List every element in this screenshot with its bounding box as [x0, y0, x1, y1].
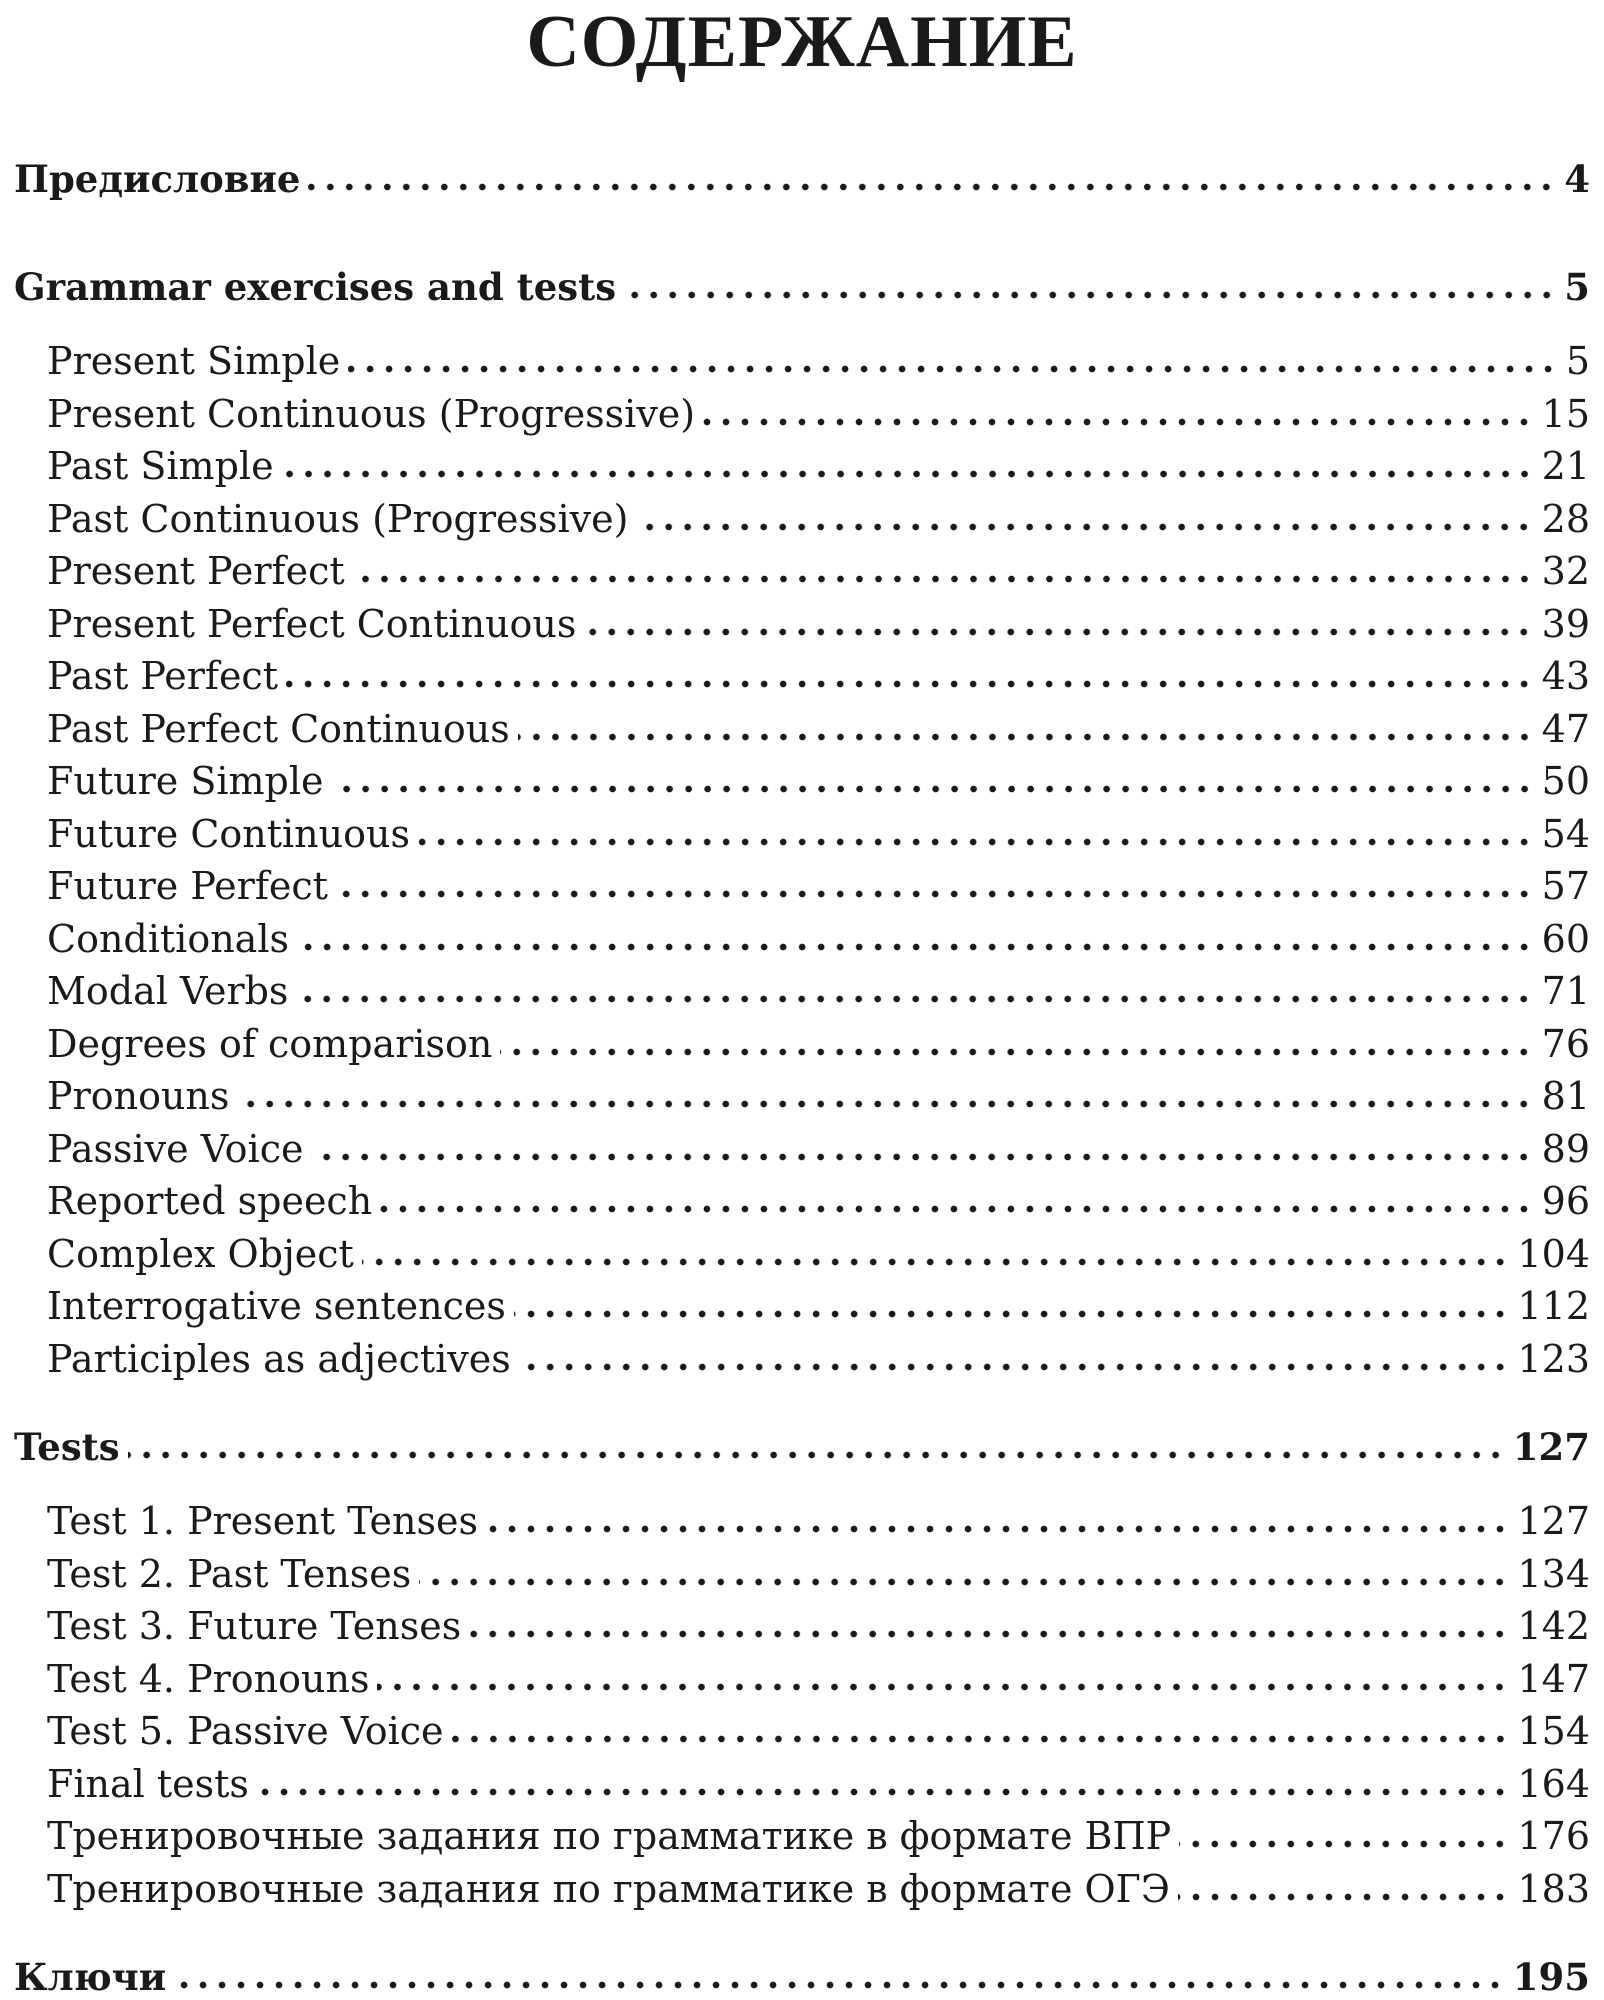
- toc-page-number: 96: [1541, 1179, 1590, 1223]
- dot-leader: [296, 994, 1533, 1004]
- toc-page-number: 4: [1564, 157, 1590, 201]
- toc-item[interactable]: [47, 595, 1590, 647]
- toc-item[interactable]: [47, 542, 1590, 594]
- dot-leader: [174, 1980, 1505, 1990]
- toc-item[interactable]: [47, 962, 1590, 1014]
- dot-leader: [308, 182, 1556, 192]
- toc-item[interactable]: [47, 1755, 1590, 1807]
- dot-leader: [418, 837, 1534, 847]
- toc-page-number: 142: [1517, 1604, 1590, 1648]
- toc-item[interactable]: [47, 1545, 1590, 1597]
- dot-leader: [518, 732, 1534, 742]
- dot-leader: [452, 1734, 1510, 1744]
- toc-item-label: Pronouns: [47, 1074, 230, 1118]
- toc-page-number: 127: [1517, 1499, 1590, 1543]
- dot-leader: [624, 290, 1556, 300]
- toc-page-number: 123: [1517, 1336, 1590, 1381]
- toc-page-number: 104: [1517, 1231, 1590, 1276]
- dot-leader: [332, 784, 1534, 794]
- toc-item-label: Test 1. Present Tenses: [47, 1499, 478, 1543]
- toc-page-number: 28: [1541, 496, 1590, 541]
- toc-item[interactable]: [47, 1860, 1590, 1912]
- dot-leader: [636, 522, 1533, 532]
- dot-leader: [237, 1099, 1533, 1109]
- dot-leader: [257, 1787, 1510, 1797]
- toc-section-grammar[interactable]: [14, 258, 1590, 310]
- dot-leader: [362, 1257, 1510, 1267]
- toc-item-label: Present Continuous (Progressive): [47, 391, 696, 436]
- dot-leader: [286, 679, 1534, 689]
- toc-page-number: 57: [1541, 864, 1590, 908]
- dot-leader: [348, 364, 1558, 374]
- toc-item[interactable]: [47, 437, 1590, 489]
- toc-item[interactable]: [47, 910, 1590, 962]
- dot-leader: [297, 942, 1534, 952]
- toc-item-label: Present Perfect: [47, 549, 345, 593]
- toc-item-label: Future Simple: [47, 759, 324, 803]
- toc-item[interactable]: [47, 647, 1590, 699]
- toc-page-number: 60: [1541, 916, 1590, 961]
- dot-leader: [519, 1362, 1510, 1372]
- dot-leader: [336, 889, 1534, 899]
- toc-page-number: 89: [1541, 1126, 1590, 1171]
- dot-leader: [500, 1047, 1533, 1057]
- dot-leader: [353, 574, 1534, 584]
- toc-item[interactable]: [47, 700, 1590, 752]
- page-title: СОДЕРЖАНИЕ: [526, 1, 1078, 83]
- toc-page-number: 5: [1565, 339, 1590, 383]
- toc-item-label: Past Continuous (Progressive): [47, 496, 629, 541]
- toc-item[interactable]: [47, 1650, 1590, 1702]
- dot-leader: [486, 1524, 1510, 1534]
- toc-item[interactable]: [47, 752, 1590, 804]
- dot-leader: [703, 417, 1534, 427]
- toc-page-number: 5: [1564, 265, 1590, 309]
- toc-item-label: Reported speech: [47, 1179, 373, 1223]
- toc-section-tests[interactable]: [14, 1418, 1590, 1470]
- toc-page-number: 127: [1512, 1425, 1590, 1469]
- toc-item-label: Participles as adjectives: [47, 1336, 511, 1381]
- toc-item[interactable]: [47, 1067, 1590, 1119]
- dot-leader: [584, 627, 1533, 637]
- toc-page-number: 15: [1541, 391, 1590, 436]
- toc-item-label: Тренировочные задания по грамматике в формате ОГЭ: [47, 1866, 1170, 1911]
- toc-item[interactable]: [47, 385, 1590, 437]
- toc-page-number: 134: [1517, 1551, 1590, 1596]
- dot-leader: [377, 1682, 1509, 1692]
- toc-page-number: 195: [1512, 1955, 1590, 1999]
- toc-section-keys[interactable]: [14, 1948, 1590, 2000]
- toc-item-label: Degrees of comparison: [47, 1021, 493, 1066]
- toc-item-label: Final tests: [47, 1761, 249, 1806]
- toc-item[interactable]: [47, 1807, 1590, 1859]
- dot-leader: [282, 469, 1534, 479]
- toc-page-number: 39: [1541, 601, 1590, 646]
- toc-item[interactable]: [47, 332, 1590, 384]
- dot-leader: [311, 1152, 1533, 1162]
- toc-item-label: Interrogative sentences: [47, 1284, 506, 1328]
- toc-item[interactable]: [47, 1330, 1590, 1382]
- toc-item[interactable]: [47, 1702, 1590, 1754]
- toc-item-label: Complex Object: [47, 1231, 354, 1276]
- toc-item-label: Conditionals: [47, 916, 289, 961]
- toc-item-label: Past Perfect: [47, 654, 278, 698]
- toc-page-number: 47: [1541, 706, 1590, 751]
- toc-item[interactable]: [47, 1597, 1590, 1649]
- toc-item[interactable]: [47, 857, 1590, 909]
- toc-page-number: 50: [1541, 759, 1590, 803]
- toc-page-number: 76: [1541, 1021, 1590, 1066]
- dot-leader: [419, 1577, 1509, 1587]
- toc-section-label: Tests: [14, 1425, 120, 1469]
- toc-page-number: 164: [1517, 1761, 1590, 1806]
- toc-page-number: 71: [1541, 969, 1590, 1013]
- toc-item-label: Тренировочные задания по грамматике в формате ВПР: [47, 1814, 1172, 1858]
- toc-item[interactable]: [47, 1172, 1590, 1224]
- toc-item[interactable]: [47, 1015, 1590, 1067]
- toc-item[interactable]: [47, 1225, 1590, 1277]
- toc-page-number: 183: [1517, 1866, 1590, 1911]
- toc-item-label: Future Perfect: [47, 864, 328, 908]
- toc-page-number: 43: [1541, 654, 1590, 698]
- toc-item[interactable]: [47, 490, 1590, 542]
- dot-leader: [128, 1450, 1505, 1460]
- dot-leader: [469, 1629, 1509, 1639]
- toc-item-label: Test 5. Passive Voice: [47, 1709, 444, 1753]
- toc-page-number: 32: [1541, 549, 1590, 593]
- dot-leader: [1178, 1892, 1510, 1902]
- toc-item-label: Test 4. Pronouns: [47, 1656, 370, 1701]
- toc-item[interactable]: [47, 805, 1590, 857]
- toc-section-label: Предисловие: [14, 157, 301, 201]
- toc-item[interactable]: [47, 1492, 1590, 1544]
- toc-section-preface[interactable]: [14, 150, 1590, 202]
- toc-page-number: 154: [1517, 1709, 1590, 1753]
- toc-item-label: Modal Verbs: [47, 969, 289, 1013]
- toc-item[interactable]: [47, 1120, 1590, 1172]
- toc-page-number: 112: [1517, 1284, 1590, 1328]
- toc-page-number: 54: [1541, 811, 1590, 856]
- toc-item-label: Test 3. Future Tenses: [47, 1604, 462, 1648]
- toc-page-number: 147: [1517, 1656, 1590, 1701]
- toc-section-label: Ключи: [14, 1955, 167, 1999]
- dot-leader: [380, 1204, 1533, 1214]
- toc-page-number: 176: [1517, 1814, 1590, 1858]
- toc-item-label: Past Simple: [47, 444, 274, 488]
- toc-item-label: Passive Voice: [47, 1126, 304, 1171]
- toc-item-label: Future Continuous: [47, 811, 410, 856]
- toc-page-number: 81: [1541, 1074, 1590, 1118]
- toc-page-number: 21: [1541, 444, 1590, 488]
- toc-item-label: Present Perfect Continuous: [47, 601, 577, 646]
- toc-item-label: Present Simple: [47, 339, 341, 383]
- toc-item-label: Test 2. Past Tenses: [47, 1551, 412, 1596]
- dot-leader: [514, 1309, 1510, 1319]
- toc-item[interactable]: [47, 1277, 1590, 1329]
- toc-item-label: Past Perfect Continuous: [47, 706, 510, 751]
- toc-section-label: Grammar exercises and tests: [14, 265, 617, 309]
- dot-leader: [1179, 1839, 1509, 1849]
